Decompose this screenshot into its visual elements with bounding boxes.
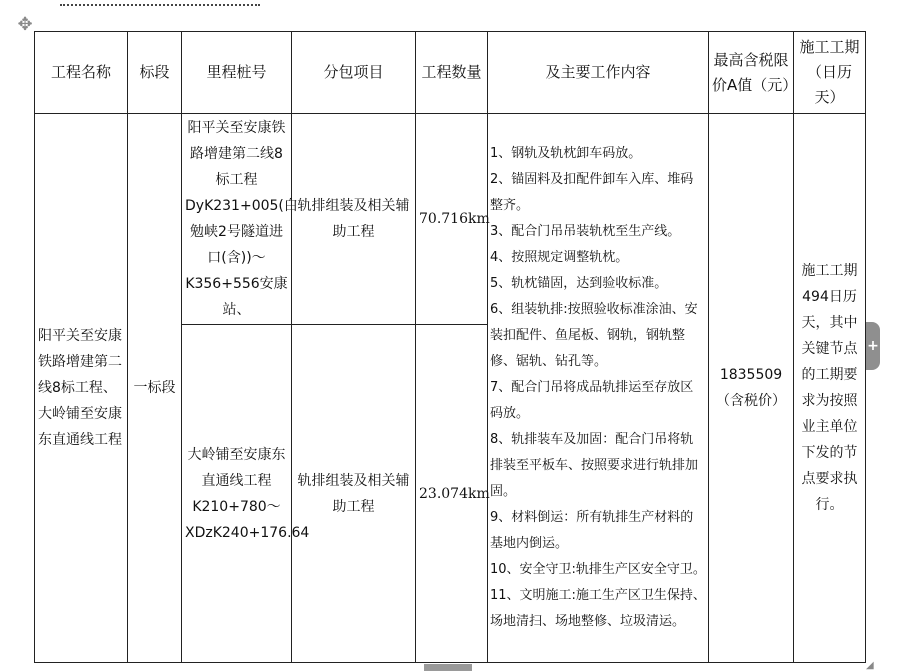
mileage-cell: 大岭铺至安康东直通线工程K210+780～XDzK240+176.64 <box>182 325 292 663</box>
work-item: 7、配合门吊将成品轨排运至存放区码放。 <box>490 380 694 421</box>
project-name-cell: 阳平关至安康铁路增建第二线8标工程、大岭铺至安康东直通线工程 <box>35 114 128 663</box>
work-item: 2、锚固料及扣配件卸车入库、堆码整齐。 <box>490 172 694 213</box>
work-item: 10、安全守卫:轨排生产区安全守卫。 <box>490 562 706 577</box>
subcontract-cell: 轨排组装及相关辅助工程 <box>292 114 416 325</box>
max-price-cell: 1835509（含税价） <box>709 114 794 663</box>
plus-icon[interactable]: + <box>866 322 880 370</box>
header-subcontract: 分包项目 <box>292 32 416 114</box>
header-max-price: 最高含税限价A值（元） <box>709 32 794 114</box>
work-item: 4、按照规定调整轨枕。 <box>490 250 629 265</box>
work-item: 9、材料倒运：所有轨排生产材料的基地内倒运。 <box>490 510 694 551</box>
header-section: 标段 <box>128 32 182 114</box>
header-mileage: 里程桩号 <box>182 32 292 114</box>
header-project-name: 工程名称 <box>35 32 128 114</box>
subcontract-cell: 轨排组装及相关辅助工程 <box>292 325 416 663</box>
section-cell: 一标段 <box>128 114 182 663</box>
work-item: 6、组装轨排:按照验收标准涂油、安装扣配件、鱼尾板、钢轨，钢轨整修、锯轨、钻孔等。 <box>490 302 698 369</box>
quantity-cell: 23.074km <box>416 325 488 663</box>
work-item: 5、轨枕锚固，达到验收标准。 <box>490 276 668 291</box>
work-item: 3、配合门吊吊装轨枕至生产线。 <box>490 224 681 239</box>
header-quantity: 工程数量 <box>416 32 488 114</box>
work-item: 8、轨排装车及加固：配合门吊将轨排装至平板车、按照要求进行轨排加固。 <box>490 432 699 499</box>
work-item: 11、文明施工:施工生产区卫生保持、场地清扫、场地整修、垃圾清运。 <box>490 588 706 629</box>
work-item: 1、钢轨及轨枕卸车码放。 <box>490 146 642 161</box>
mileage-cell: 阳平关至安康铁路增建第二线8标工程DyK231+005(白勉峡2号隧道进口(含))～K356+556安康站、 <box>182 114 292 325</box>
move-icon[interactable]: ✥ <box>17 14 33 35</box>
work-content-cell <box>488 114 709 663</box>
period-cell: 施工工期494日历天，其中关键节点的工期要求为按照业主单位下发的节点要求执行。 <box>794 114 866 663</box>
header-period: 施工工期（日历天） <box>794 32 866 114</box>
quantity-cell: 70.716km <box>416 114 488 325</box>
quote-table <box>34 31 866 663</box>
resize-corner-icon[interactable]: ◢ <box>866 660 874 671</box>
header-work-content: 及主要工作内容 <box>488 32 709 114</box>
previous-text-fragment <box>60 0 260 6</box>
bottom-handle[interactable] <box>424 664 472 671</box>
